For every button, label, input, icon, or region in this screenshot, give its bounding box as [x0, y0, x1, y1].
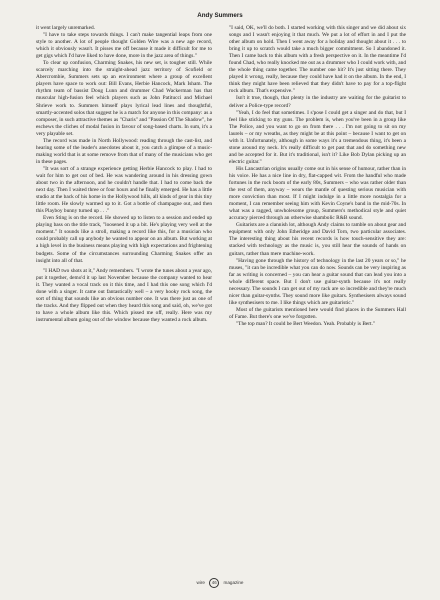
paragraph: "I said, OK, we'll do both. I started working with this singer and we did about six songs and I wasn't enjoying it that much. We put a lot of effort in and I put the other album on hold. Then I went away for a holiday and thought about it . . . to bring it up to scratch would take a much bigger commitment. So I abandoned it. Then I came back to this album with a fresh perspective on it. In the meantime I'd found Chad, who really knocked me out as a drummer who I could work with, and the whole thing came together. The number one hit? It's just sitting there. They played it wrong, really, because they could have had it on the album. In the end, I think they might have been relieved that they didn't have to pay for a top-flight rock album. That's expensive." — [229, 25, 406, 95]
paragraph: "I HAD two shots at it," Andy remembers. "I wrote the tunes about a year ago, put it together, demo'd it up last November because the company wanted to hear it. They wanted a vocal track on it this time, and I had this one song which I'd done with a singer. It came out fantastically well – a very hooky rock song, the sort of thing that sounds like an obvious number one. It was there just as one of the tracks. And they flipped out when they heard this song and said, oh, we've got to have a whole album like this. Which pissed me off, really. Here was my instrumental album going out of the window because they wanted a rock album. — [36, 267, 212, 323]
paragraph: "I have to take steps towards things. I can't make tangential leaps from one style to another. A lot of people thought Golden Wire was a new age record, which it obviously wasn't. It pisses me off because it made it difficult for me to get gigs which I'd have liked to have done, more in the jazz area of things." — [36, 32, 212, 60]
page-footer — [0, 578, 440, 588]
paragraph: Isn't it true, though, that plenty in the industry are waiting for the guitarist to deliver a Police-type record? — [229, 95, 406, 109]
paragraph: Guitarists are a clannish lot, although Andy claims to ramble on about gear and equipment with only John Etheridge and David Torn, two particular associates. The interesting thing about his recent records is how touch-sensitive they are: stacked with technology as the music is, you still hear the sounds of hands on guitars, rather than mere machine-work. — [229, 222, 406, 257]
paragraph: "Yeah, I do feel that sometimes. I s'pose I could get a singer and do that, but I feel like sticking to my guns. The problem is, when you've been in a group like The Police, and you want to go on from there . . . I'm not going to sit on my laurels – or my wreaths, as they might be at this point – because I want to get on with it. Unfortunately, although in some ways it's a tremendous thing, it's been a stone around my neck. It's really difficult to get past that and do something new and be accepted for it. But it's traditional, isn't it? Like Bob Dylan picking up an electric guitar." — [229, 109, 406, 165]
paragraph: Even Sting is on the record. He showed up to listen to a session and ended up playing bass on the title track, "loosened it up a bit. He's playing very well at the moment." It sounds like a stroll, making a record like this, for a musician who could probably call up anybody he wanted to appear on an album. But working at a high level in the business means playing with high expectations and frightening budgets. Some of the circumstances surrounding Charming Snakes offer an insight into all of that. — [36, 215, 212, 264]
footer-magazine-label: magazine — [223, 580, 244, 586]
paragraph: "The top man? It could be Bert Weedon. Yeah. Probably is Bert." — [236, 320, 376, 327]
left-column — [36, 25, 212, 324]
paragraph: it went largely unremarked. — [36, 25, 95, 31]
paragraph: "It was sort of a strange experience getting Herbie Hancock to play. I had to wait for him to get out of bed. He was wandering around in his dressing gown about two in the afternoon, and he couldn't handle that. I had to come back the next day. Then I waited three or four hours and he finally emerged. He has a little studio at the back of his home in the Hollywood hills, all kinds of gear in this tiny little room. He slowly warmed up to it. Got a bottle of champagne out, and then this Playboy bunny turned up . . ." — [36, 165, 212, 215]
page-number: 46 — [209, 578, 219, 588]
paragraph: Most of the guitarists mentioned here would find places in the Summers Hall of Fame. But there's one we've forgotten. — [229, 306, 406, 320]
paragraph: His Lancastrian origins usually come out in his sense of humour, rather than in his voice. He has a nice line in dry, flat-capped wit. From the handful who made fortunes in the rock boom of the early 80s, Summers – who was rather older than the rest of them, anyway – wears the mantle of questing serious musician with more conviction than most. If I might indulge in a little more nostalgia for a moment, I can remember seeing him with Kevin Coyne's band in the mid-70s. In what was a ragged, unwholesome group, Summers's methodical style and quiet accuracy pierced through an otherwise shambolic R&B sound. — [229, 165, 406, 222]
right-column — [229, 25, 406, 328]
paragraph: To clear up confusion, Charming Snakes, his new set, is tougher still. While scarcely marching into the straight-ahead jazz territory of Scofield or Abercrombie, Summers sets up an environment where a group of excellent players have space to work out: Bill Evans, Herbie Hancock, Mark Isham. The rhythm team of bassist Doug Lunn and drummer Chad Wackerman has that muscular high-fusion feel which players such as John Patitucci and Michael Shrieve work to. Summers himself plays lyrical lead lines and thoughtful, smartly-accented solos that suggest he is a match for anyone in this company: as a composer, in such attractive themes as "Charis" and "Passion Of The Shadow", he eschews the cliches of modal fusion in favour of song-based charts. In sum, it's a very playable set. — [36, 60, 212, 137]
running-head: Andy Summers — [197, 12, 243, 19]
paragraph: "Having gone through the history of technology in the last 20 years or so," he muses, "it can be incredible what you can do now. Sounds can be very inspiring as far as writing is concerned – you can hear a guitar sound that can lead you into a whole different space. But I don't use guitar-synth because it's not really necessary. The sounds I can get out of my rack are so incredible and they're much nicer than guitar-synths. They sound more like guitars. Synthesisers always sound like synthesisers to me. I like things which are guitaristic." — [229, 257, 406, 306]
paragraph: The record was made in North Hollywood: reading through the cast-list, and hearing some of the leader's anecdotes about it, you catch a glimpse of a music-making world that is at some remove from that of many of the musicians who get in these pages. — [36, 137, 212, 165]
footer-magazine-name: wire — [196, 580, 205, 586]
